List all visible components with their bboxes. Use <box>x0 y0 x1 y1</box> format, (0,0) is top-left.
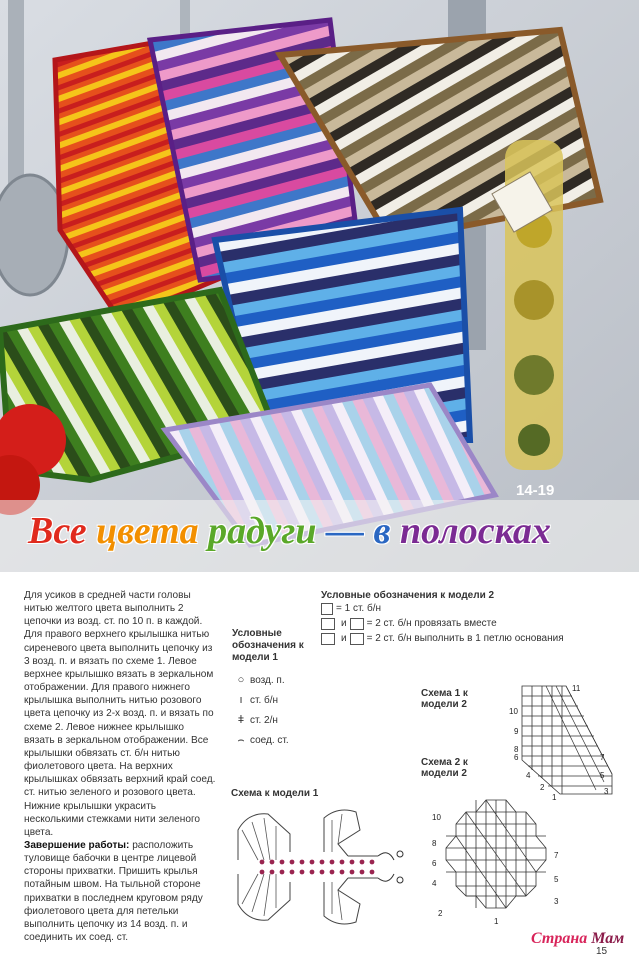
single-crochet-icon: ı <box>239 694 243 706</box>
row-number: 8 <box>514 745 519 754</box>
title-word-4: в <box>373 510 391 552</box>
row-number: 1 <box>494 917 499 926</box>
page-number: 15 <box>596 946 608 957</box>
row-number: 9 <box>514 727 519 736</box>
row-number: 5 <box>600 771 605 780</box>
finish-label: Завершение работы: <box>24 839 130 851</box>
legend-row <box>232 730 330 750</box>
instructions-text <box>24 589 216 944</box>
row-number: 6 <box>514 753 519 762</box>
legend-row <box>321 633 621 659</box>
decrease-cell-icon <box>350 618 364 630</box>
legend-label: = 2 ст. б/н провязать вместе <box>366 618 497 629</box>
row-number: 4 <box>526 771 531 780</box>
legend-label: возд. п. <box>250 674 285 686</box>
legend-label: = 2 ст. б/н выполнить в 1 петлю основания <box>366 633 564 644</box>
row-number: 5 <box>554 875 559 884</box>
scheme-model-1-label: Схема к модели 1 <box>231 788 319 799</box>
row-number: 1 <box>552 793 557 802</box>
scheme-2-diagram <box>430 796 580 928</box>
double-crochet-icon: ǂ <box>237 714 245 726</box>
row-number: 8 <box>432 839 437 848</box>
legend-label: = 1 ст. б/н <box>336 603 382 614</box>
page-title <box>28 505 628 557</box>
row-number: 4 <box>432 879 437 888</box>
title-dash: — <box>326 510 365 552</box>
row-number: 10 <box>509 707 518 716</box>
legend-label: ст. 2/н <box>250 714 278 726</box>
increase-cell-icon <box>350 633 364 645</box>
row-number: 2 <box>540 783 545 792</box>
finish-text: расположить туловище бабочки в центре лицевой стороны прихватки. Пришить крылья потайным швом. На тыльной стороне прихватки в последнем круговом ряду фиолетового цвета для петельки выполнить цепочку из 14 возд. п. и соединить их соед. ст. <box>24 839 203 944</box>
watermark-word-2: Мам <box>591 930 625 947</box>
decrease-cell-icon <box>321 618 335 630</box>
row-number: 11 <box>572 684 581 693</box>
row-number: 2 <box>438 909 443 918</box>
title-word-3: радуги <box>208 510 317 552</box>
scheme-1-label: Схема 1 к модели 2 <box>421 688 468 710</box>
legend-row <box>232 690 330 710</box>
scheme-1-diagram <box>500 682 620 802</box>
stitch-cell-icon <box>321 603 333 615</box>
legend-model-2 <box>321 590 621 660</box>
legend-label: ст. б/н <box>250 694 279 706</box>
scheme-model-1-diagram <box>228 800 410 940</box>
legend-row <box>232 670 330 690</box>
row-number: 7 <box>554 851 559 860</box>
row-number: 10 <box>432 813 441 822</box>
title-word-5: полосках <box>400 510 551 552</box>
legend-and: и <box>341 633 347 644</box>
increase-cell-icon <box>321 633 335 645</box>
title-word-2: цвета <box>96 510 199 552</box>
watermark-word-1: Страна <box>531 930 588 947</box>
legend-row <box>321 603 621 617</box>
row-number: 3 <box>554 897 559 906</box>
legend-row <box>321 618 621 632</box>
scheme-2-label: Схема 2 к модели 2 <box>421 757 468 779</box>
legend-label: соед. ст. <box>250 734 289 746</box>
legend-model-1 <box>232 628 330 750</box>
slip-stitch-icon: ⌢ <box>237 733 245 746</box>
chain-stitch-icon: ○ <box>237 674 245 686</box>
instructions-paragraph: Для усиков в средней части головы нитью желтого цвета выполнить 2 цепочки из возд. ст. по 10 п. в каждой. Для правого верхнего крылышка нитью сиреневого цвета выполнить цепочку из 3 возд. п. и вязать по схеме 1. Левое верхнее крылышко вязать в зеркальном отображении. Для правого нижнего крылышка выполнить нитью розового цвета цепочку из 2-х возд. п. и вязать по схеме 2. Левое нижнее крылышко вязать в зеркальном отображении. Все крылышки обвязать ст. б/н нитью фиолетового цвета. На верхних крылышках обвязать верхний край соед. ст. нитью зеленого и розового цвета. Нижние крылышки украсить несколькими стежками нити зеленого цвета. <box>24 590 216 838</box>
legend-row <box>232 710 330 730</box>
row-number: 7 <box>600 753 605 762</box>
page-code: 14-19 <box>516 482 555 499</box>
legend-and: и <box>341 618 347 629</box>
row-number: 6 <box>432 859 437 868</box>
legend-model-1-heading: Условные обозначения к модели 1 <box>232 628 304 663</box>
site-watermark <box>531 930 624 948</box>
row-number: 3 <box>604 787 609 796</box>
title-word-1: Все <box>28 510 87 552</box>
legend-model-2-heading: Условные обозначения к модели 2 <box>321 590 495 601</box>
